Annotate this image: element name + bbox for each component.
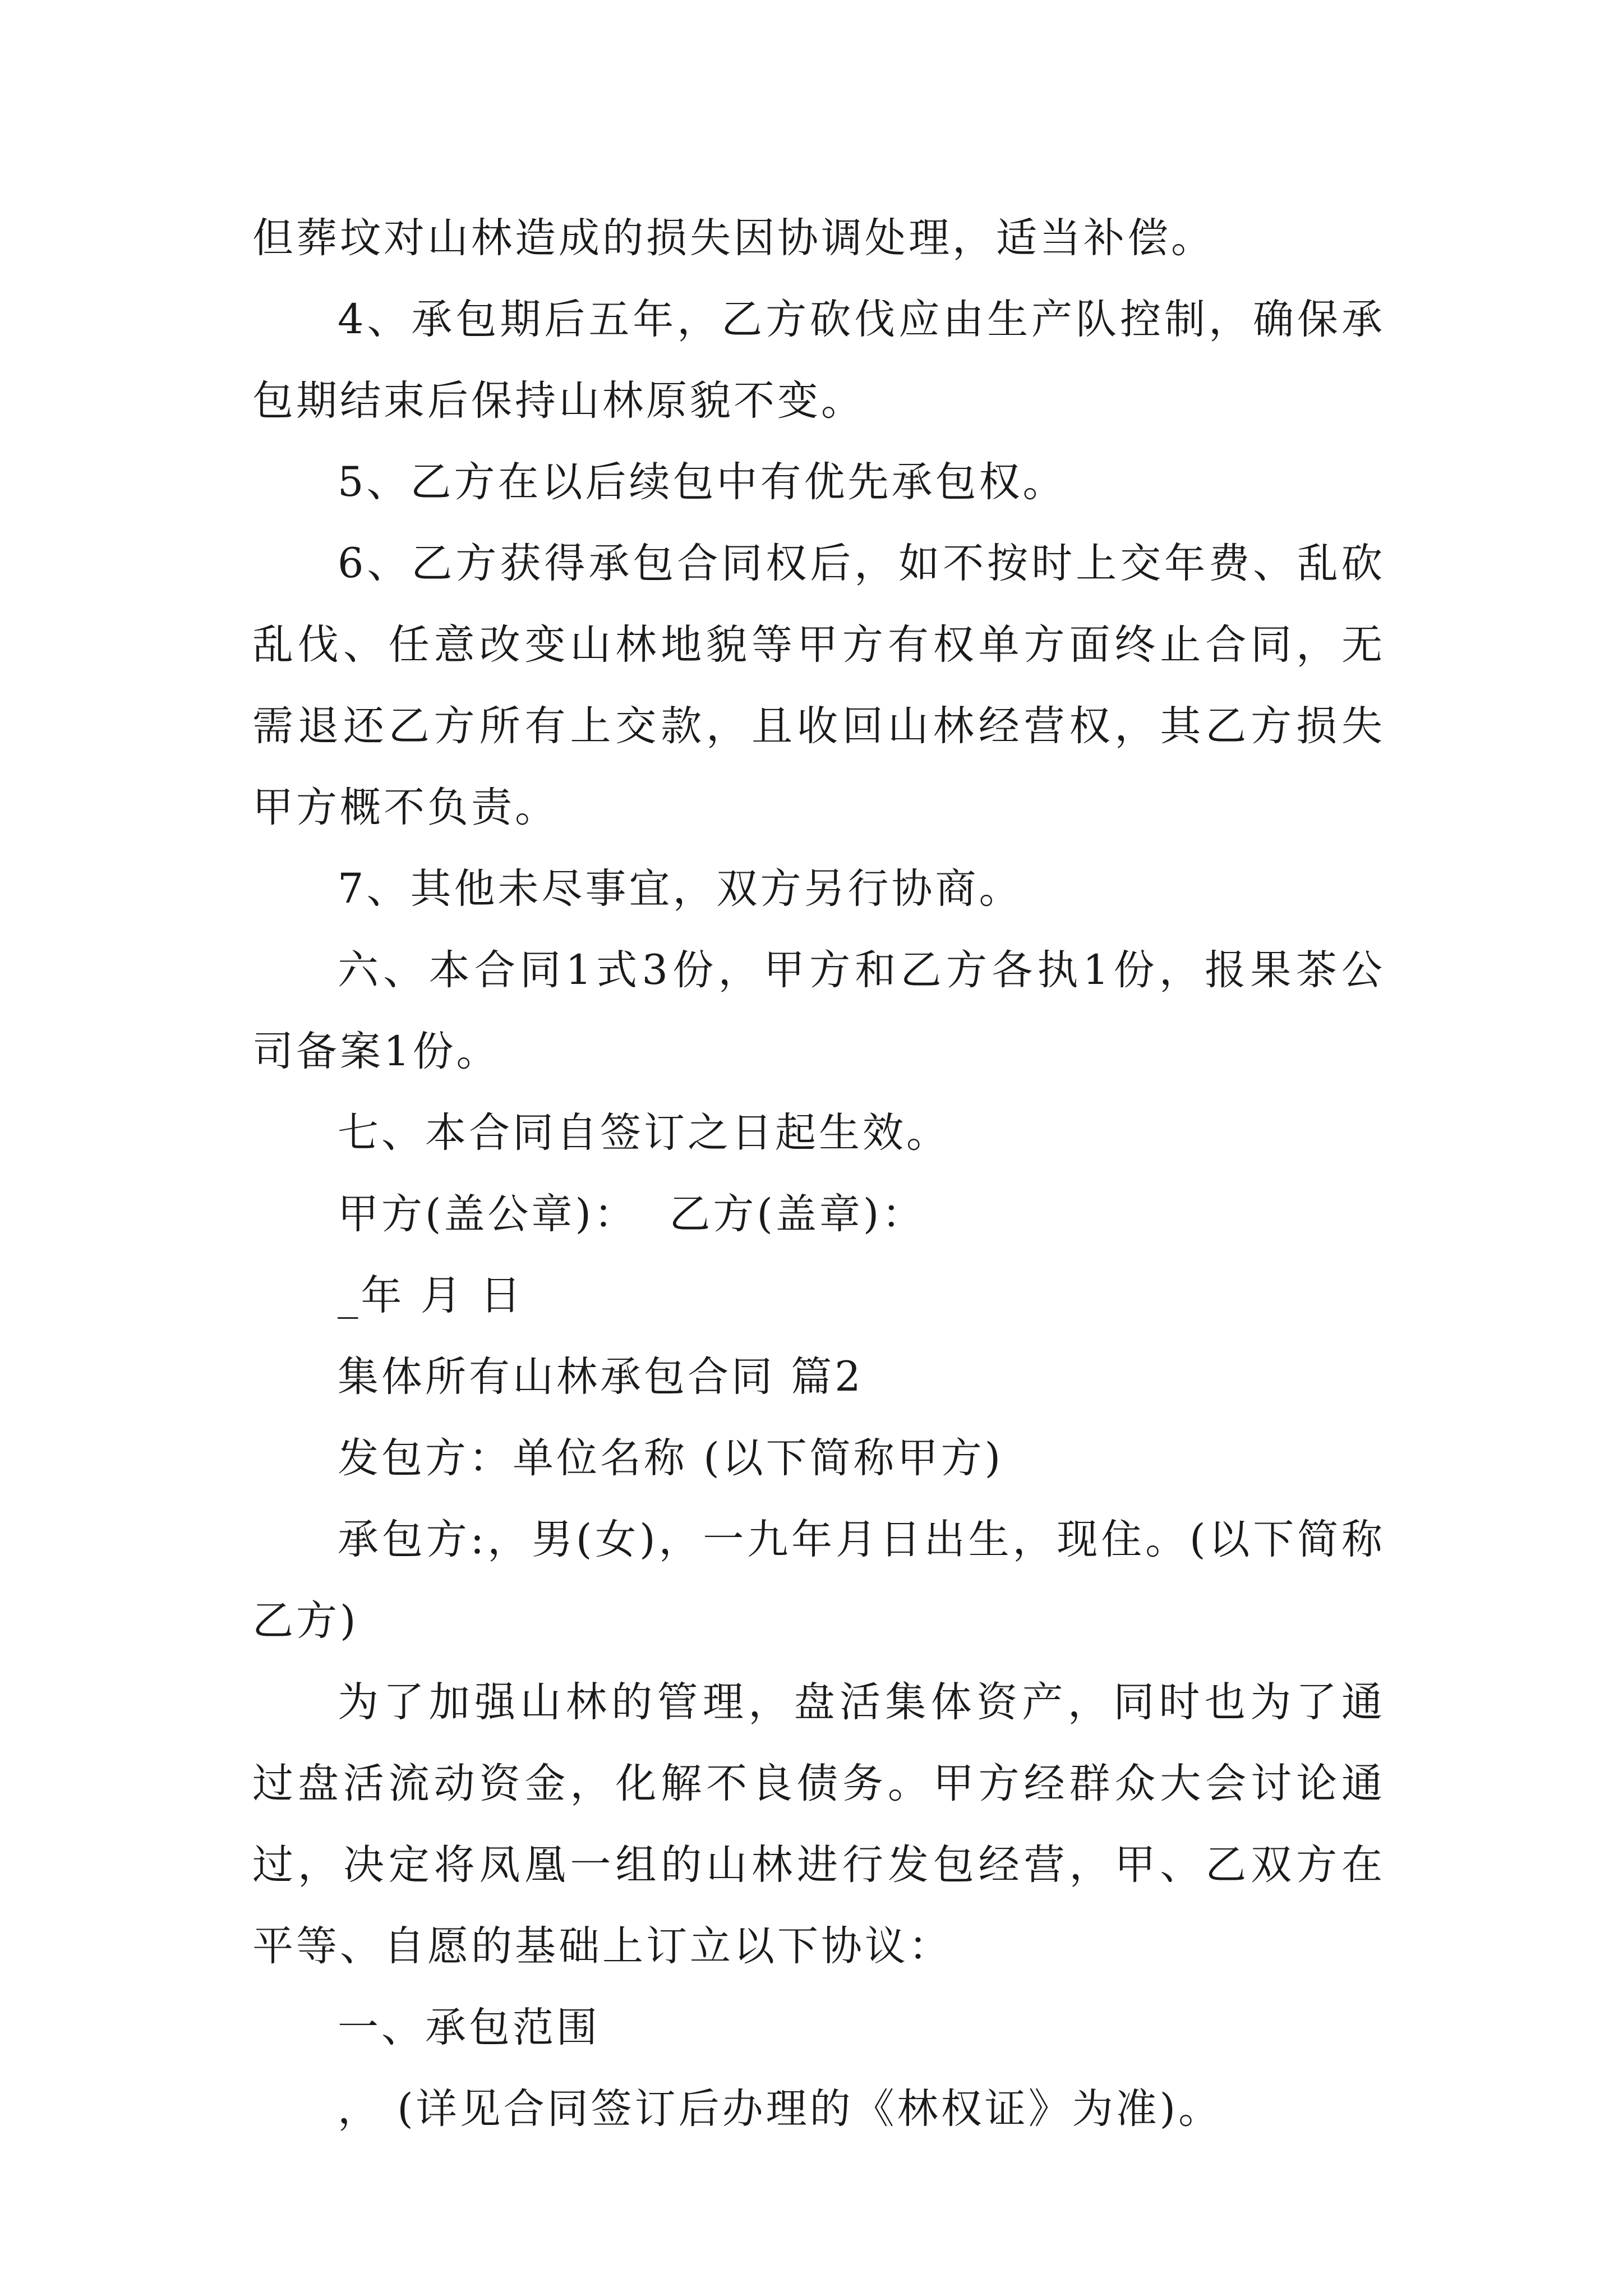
document-body — [252, 197, 1385, 2150]
paragraph: 六、本合同1式3份，甲方和乙方各执1份，报果茶公司备案1份。 — [252, 946, 1385, 1075]
paragraph: 6、乙方获得承包合同权后，如不按时上交年费、乱砍乱伐、任意改变山林地貌等甲方有权单方面终止合同，无需退还乙方所有上交款，且收回山林经营权，其乙方损失甲方概不负责。 — [252, 540, 1385, 831]
paragraph: 承包方:，男(女)，一九年月日出生，现住。(以下简称乙方) — [252, 1516, 1385, 1645]
paragraph: 但葬坟对山林造成的损失因协调处理，适当补偿。 — [252, 214, 1215, 262]
section-title: 集体所有山林承包合同 篇2 — [338, 1353, 864, 1401]
signature-line: 甲方(盖公章)： 乙方(盖章)： — [338, 1190, 926, 1238]
paragraph: 一、承包范围 — [338, 2004, 600, 2051]
paragraph: ， (详见合同签订后办理的《林权证》为准)。 — [338, 2085, 1223, 2133]
paragraph: 为了加强山林的管理，盘活集体资产，同时也为了通过盘活流动资金，化解不良债务。甲方经群众大会讨论通过，决定将凤凰一组的山林进行发包经营，甲、乙双方在平等、自愿的基础上订立以下协议： — [252, 1678, 1385, 1970]
date-line: _年 月 日 — [338, 1272, 524, 1319]
paragraph: 5、乙方在以后续包中有优先承包权。 — [338, 458, 1067, 506]
paragraph: 7、其他未尽事宜，双方另行协商。 — [338, 865, 1023, 913]
paragraph: 发包方：单位名称 (以下简称甲方) — [338, 1434, 1004, 1482]
paragraph: 七、本合同自签订之日起生效。 — [338, 1109, 950, 1157]
paragraph: 4、承包期后五年，乙方砍伐应由生产队控制，确保承包期结束后保持山林原貌不变。 — [252, 296, 1385, 425]
